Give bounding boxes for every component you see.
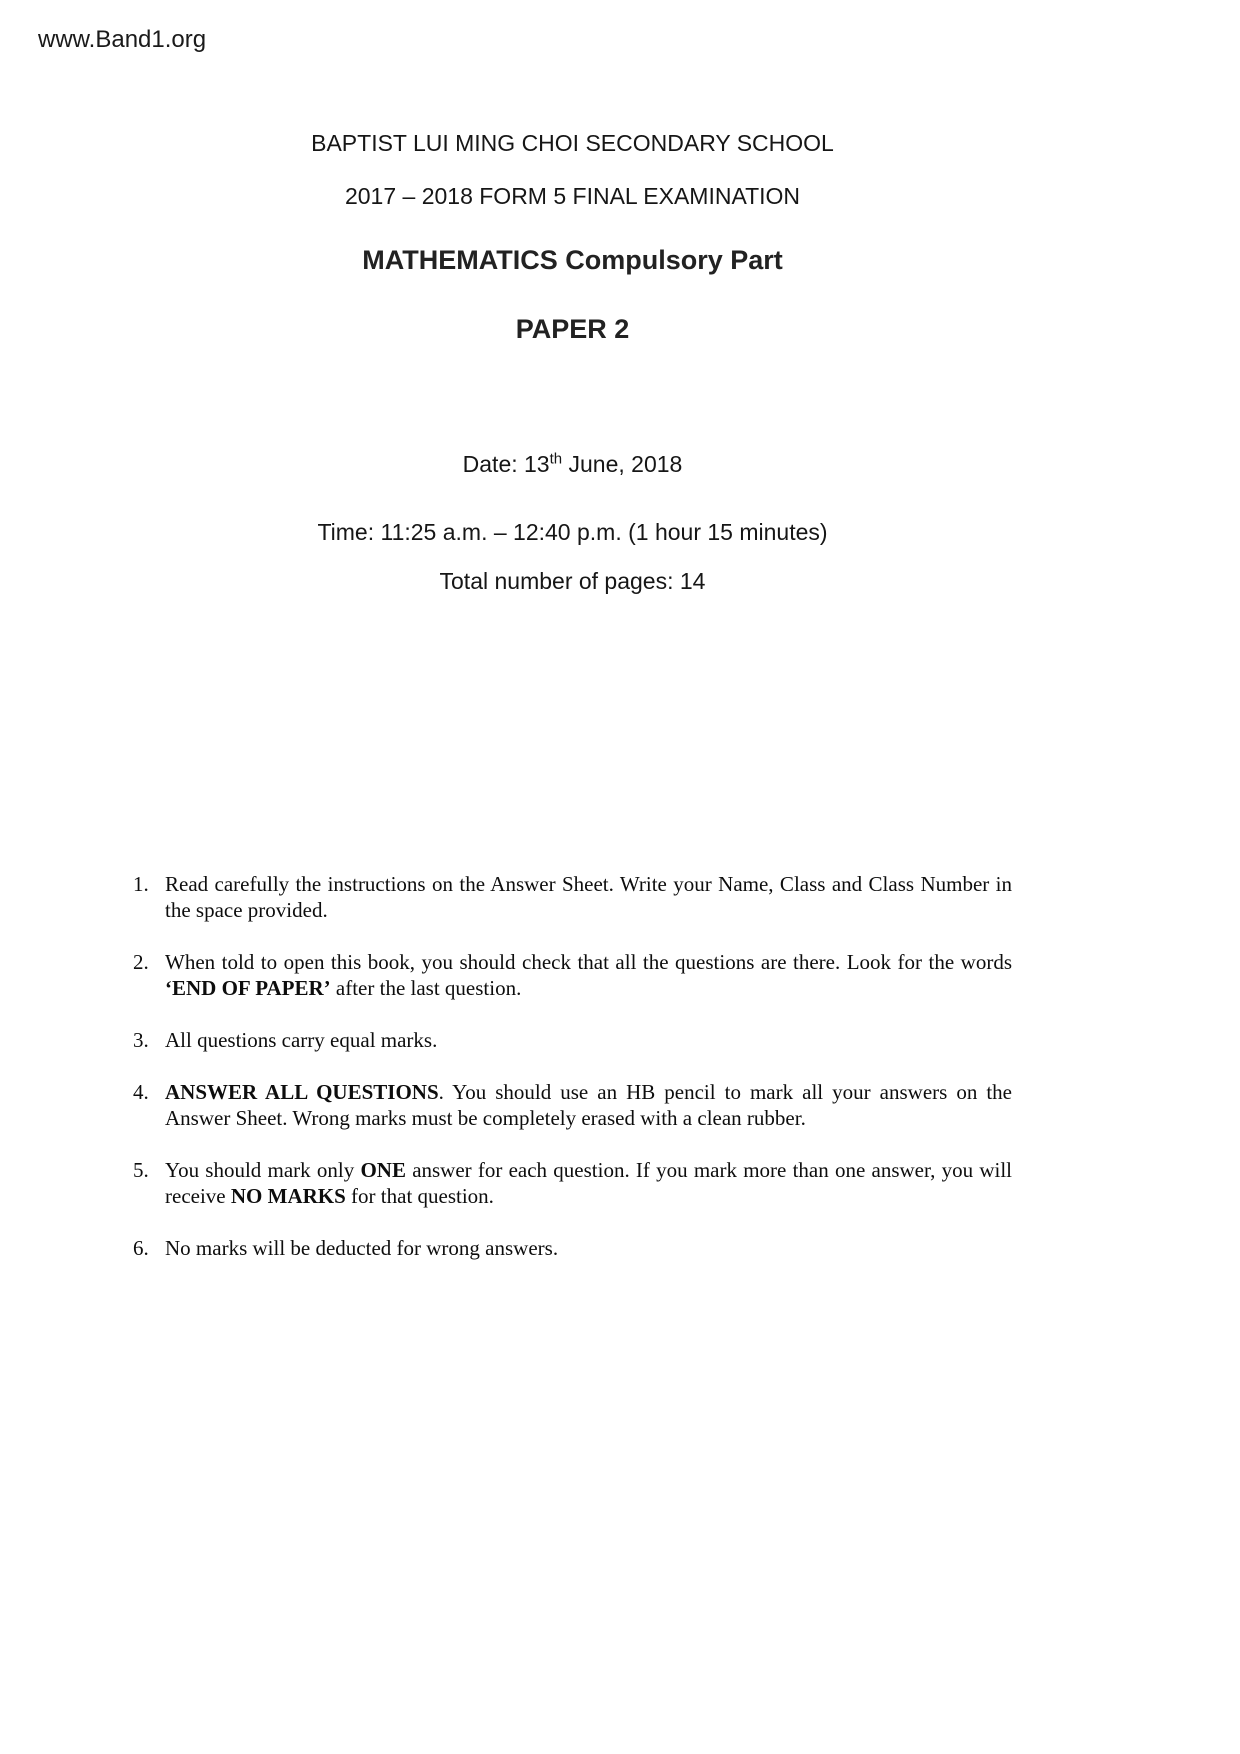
exam-date-prefix: Date: 13 [462, 451, 550, 477]
instruction-item [133, 1027, 1012, 1053]
watermark-url: www.Band1.org [38, 26, 207, 53]
instructions-list [133, 871, 1012, 1287]
instruction-text: Read carefully the instructions on the Answer Sheet. Write your Name, Class and Class Number in the space provided. [165, 872, 1012, 922]
instruction-number: 1. [133, 872, 149, 896]
total-pages: Total number of pages: 14 [439, 568, 706, 594]
instruction-text: ANSWER ALL QUESTIONS. You should use an HB pencil to mark all your answers on the Answer Sheet. Wrong marks must be completely erased with a clean rubber. [165, 1080, 1013, 1130]
instruction-number: 3. [133, 1028, 149, 1052]
paper-number: PAPER 2 [515, 314, 630, 344]
instruction-text: When told to open this book, you should check that all the questions are there. Look for the words ‘END OF PAPER’ after the last question. [165, 950, 1012, 1000]
instruction-text: You should mark only ONE answer for each question. If you mark more than one answer, you will receive NO MARKS for that question. [165, 1158, 1012, 1208]
page-content [133, 0, 1012, 1754]
exam-date [133, 451, 1012, 478]
instruction-item [133, 949, 1012, 1001]
subject-title: MATHEMATICS Compulsory Part [362, 245, 783, 275]
instruction-item [133, 1235, 1012, 1261]
school-name: BAPTIST LUI MING CHOI SECONDARY SCHOOL [311, 130, 834, 156]
exam-time: Time: 11:25 a.m. – 12:40 p.m. (1 hour 15 minutes) [317, 519, 828, 545]
instruction-number: 4. [133, 1080, 149, 1104]
exam-date-suffix: June, 2018 [562, 451, 683, 477]
instruction-item [133, 1157, 1012, 1209]
exam-title: 2017 – 2018 FORM 5 FINAL EXAMINATION [344, 183, 801, 209]
exam-date-ordinal: th [549, 450, 563, 468]
instruction-item [133, 1079, 1012, 1131]
instruction-number: 6. [133, 1236, 149, 1260]
instruction-text: All questions carry equal marks. [165, 1028, 438, 1052]
instruction-number: 2. [133, 950, 149, 974]
instruction-text: No marks will be deducted for wrong answers. [165, 1236, 559, 1260]
instruction-number: 5. [133, 1158, 149, 1182]
instruction-item [133, 871, 1012, 923]
